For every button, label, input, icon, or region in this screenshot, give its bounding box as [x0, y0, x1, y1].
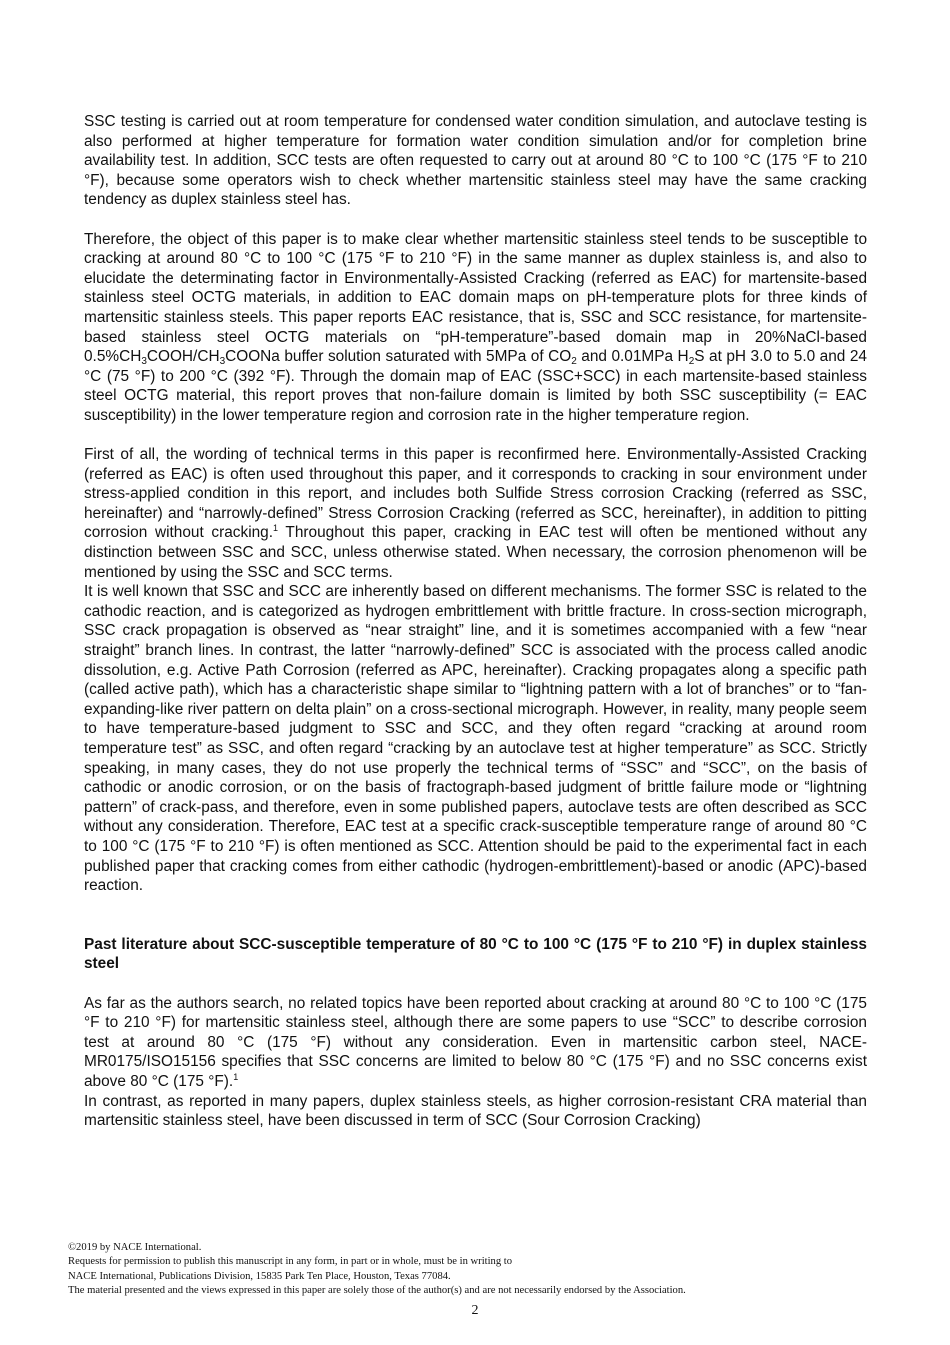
paragraph-terminology-text-b: Throughout this paper, cracking in EAC test will often be mentioned without any distinction between SSC and SCC, unless otherwise stated. When necessary, the corrosion phenomenon will be mentioned by using the SSC and SCC terms. — [84, 524, 867, 581]
paragraph-terminology — [84, 445, 867, 582]
footer-copyright: ©2019 by NACE International. — [68, 1242, 202, 1253]
footnote-ref: 1 — [233, 1071, 239, 1082]
page-number: 2 — [471, 1303, 479, 1318]
subscript-3: 3 — [219, 356, 226, 368]
paragraph-duplex-contrast: In contrast, as reported in many papers, duplex stainless steels, as higher corrosion-resistant CRA material than martensitic stainless steel, have been discussed in term of SCC (Sour Corrosion Cracking) — [84, 1092, 867, 1130]
section-gap — [84, 896, 867, 935]
subscript-2: 2 — [571, 356, 577, 368]
copyright-footer — [68, 1241, 888, 1299]
paragraph-objective-text-c: COONa buffer solution saturated with 5MPa of CO — [225, 348, 572, 366]
paragraph-objective — [84, 230, 867, 426]
paragraph-gap — [84, 974, 867, 994]
footer-address: NACE International, Publications Division, 15835 Park Ten Place, Houston, Texas 77084. — [68, 1270, 451, 1282]
footnote-ref: 1 — [273, 523, 279, 534]
section-heading: Past literature about SCC-susceptible temperature of 80 °C to 100 °C (175 °F to 210 °F) in duplex stainless steel — [84, 935, 867, 973]
paragraph-terminology-text-a: First of all, the wording of technical terms in this paper is reconfirmed here. Environmentally-Assisted Cracking (referred as EAC) is often used throughout this paper, and it corresponds to cracking in sour environment under stress-applied condition in this report, and includes both Sulfide Stress corrosion Cracking (referred as SSC, hereinafter) and “narrowly-defined” Stress Corrosion Cracking (referred as SCC, hereinafter), in addition to pitting corrosion without cracking. — [84, 446, 867, 542]
paragraph-objective-text-d: and 0.01MPa H — [576, 348, 689, 366]
paragraph-mechanisms: It is well known that SSC and SCC are inherently based on different mechanisms. The former SSC is related to the cathodic reaction, and is categorized as hydrogen embrittlement with brittle fracture. In cross-section micrograph, SSC crack propagation is observed as “near straight” line, and it is sometimes accompanied with a few “near straight” branch lines. In contrast, the latter “narrowly-defined” SCC is associated with the process called anodic dissolution, e.g. Active Path Corrosion (referred as APC, hereinafter). Cracking propagates along a specific path (called active path), which has a characteristic shape similar to “lightning pattern with a lot of branches” or to “fan-expanding-like river pattern on delta plain” on a cross-sectional micrograph. However, in reality, many people seem to have temperature-based judgment to SSC and SCC, and they often regard “cracking at around room temperature test” as SSC, and often regard “cracking by an autoclave test at higher temperature” as SCC. Strictly speaking, in many cases, they do not use properly the technical terms of “SSC” and “SCC”, on the basis of cathodic or anodic corrosion, or on the basis of fractograph-based judgment of brittle failure mode or “lightning pattern” of crack-pass, and therefore, even in some published papers, autoclave tests are often described as SCC without any consideration. Therefore, EAC test at a specific crack-susceptible temperature range of around 80 °C to 100 °C (175 °F to 210 °F) is often mentioned as SCC. Attention should be paid to the experimental fact in each published paper that cracking comes from either cathodic (hydrogen-embrittlement)-based or anodic (APC)-based reaction. — [84, 583, 867, 895]
paragraph-literature-text: As far as the authors search, no related topics have been reported about cracking at around 80 °C to 100 °C (175 °F to 210 °F) for martensitic stainless steel, although there are some papers to use “SCC” to describe corrosion test at around 80 °C (175 °F) without any consideration. Even in martensitic carbon steel, NACE-MR0175/ISO15156 specifies that SSC concerns are limited to below 80 °C (175 °F) and no SSC concerns exist above 80 °C (175 °F). — [84, 994, 867, 1090]
paragraph-gap — [84, 210, 867, 230]
body-text — [84, 112, 867, 1131]
paragraph-objective-text-b: COOH/CH — [146, 348, 220, 366]
paragraph-literature-search — [84, 994, 867, 1092]
footer-disclaimer: The material presented and the views expressed in this paper are solely those of the author(s) and are not necessarily endorsed by the Association. — [68, 1285, 686, 1297]
subscript-3: 3 — [141, 356, 147, 368]
subscript-2: 2 — [688, 356, 695, 368]
footer-permission: Requests for permission to publish this manuscript in any form, in part or in whole, must be in writing to — [68, 1256, 513, 1268]
paragraph-objective-text-e: S at pH 3.0 to 5.0 and 24 °C (75 °F) to 200 °C (392 °F). Through the domain map of EAC (SSC+SCC) in each martensite-based stainless steel OCTG material, this report proves that non-failure domain is limited by both SSC susceptibility (= EAC susceptibility) in the lower temperature region and corrosion rate in the higher temperature region. — [84, 348, 867, 424]
paragraph-ssc-testing: SSC testing is carried out at room temperature for condensed water condition simulation, and autoclave testing is also performed at higher temperature for formation water condition simulation and/or for completion brine availability test. In addition, SCC tests are often requested to carry out at around 80 °C to 100 °C (175 °F to 210 °F), because some operators wish to check whether martensitic stainless steel may have the same cracking tendency as duplex stainless steel has. — [84, 113, 867, 209]
paragraph-objective-text-a: Therefore, the object of this paper is to make clear whether martensitic stainless steel tends to be susceptible to cracking at around 80 °C to 100 °C (175 °F to 210 °F) in the same manner as duplex stainless is, and also to elucidate the determinating factor in Environmentally-Assisted Cracking (referred as EAC) for martensite-based stainless steel OCTG materials, in addition to EAC domain maps on pH-temperature plots for three kinds of martensitic stainless steels. This paper reports EAC resistance, that is, SSC and SCC resistance, for martensite-based stainless steel OCTG materials on “pH-temperature”-based domain map in 20%NaCl-based 0.5%CH — [84, 230, 867, 366]
paragraph-gap — [84, 426, 867, 446]
